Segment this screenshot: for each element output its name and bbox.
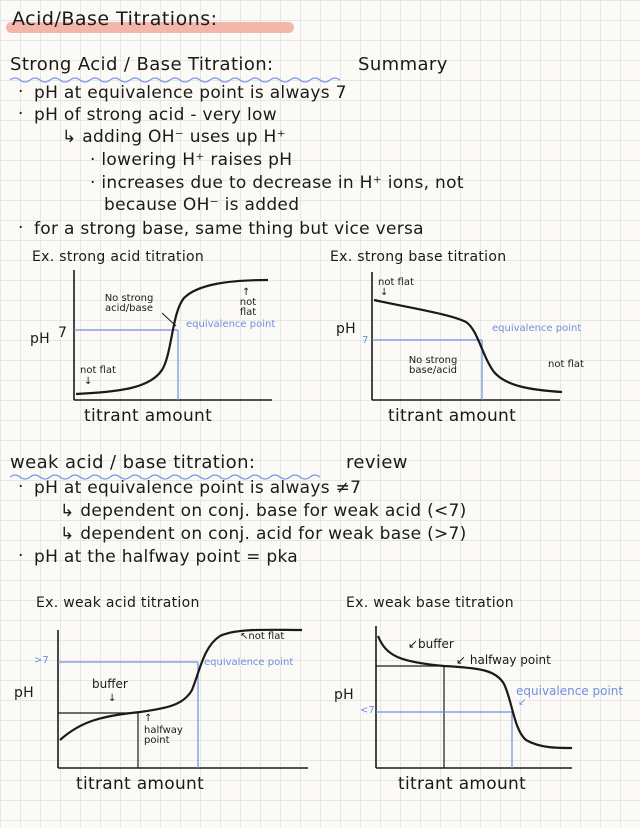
- ann-not-flat-top: not flat: [239, 297, 257, 318]
- ann-equivalence-point: equivalence point: [516, 684, 624, 698]
- graph-weak-base-ylabel: pH: [334, 687, 355, 703]
- arrow-down-glyph: ↓: [108, 693, 117, 704]
- graph-weak-acid-ytick: >7: [34, 655, 49, 666]
- ann-not-flat-bottom: not flat: [80, 365, 116, 376]
- weak-bullet-2: pH at the halfway point = pka: [34, 547, 299, 567]
- strong-section-heading-suffix: Summary: [358, 54, 448, 75]
- ann-not-flat: ↖not flat: [240, 631, 285, 642]
- strong-sub-2: · lowering H⁺ raises pH: [90, 150, 293, 170]
- graph-strong-base-caption: Ex. strong base titration: [330, 249, 507, 265]
- ann-no-strong-base: No strong base/acid: [408, 355, 458, 376]
- graph-weak-base-caption: Ex. weak base titration: [346, 595, 514, 611]
- ann-equivalence-point: equivalence point: [204, 657, 294, 668]
- weak-bullet-1: pH at equivalence point is always ≠7: [34, 478, 362, 498]
- bullet-dot: ·: [18, 104, 24, 124]
- weak-section-heading: weak acid / base titration:: [10, 452, 256, 473]
- strong-sub-3-cont: because OH⁻ is added: [104, 195, 300, 215]
- graph-weak-acid-xlabel: titrant amount: [76, 774, 205, 794]
- ann-equivalence-point: equivalence point: [186, 319, 276, 330]
- ann-halfway-point: ↙ halfway point: [456, 653, 551, 667]
- arrow-down-glyph: ↓: [380, 287, 389, 298]
- weak-sub-1: ↳ dependent on conj. base for weak acid (<7): [60, 501, 467, 521]
- graph-strong-acid-xlabel: titrant amount: [84, 406, 213, 426]
- page-title: Acid/Base Titrations:: [12, 8, 218, 30]
- arrow-up-glyph: ↑: [242, 287, 251, 298]
- ann-buffer: buffer: [92, 677, 128, 691]
- graph-weak-acid-ylabel: pH: [14, 685, 35, 701]
- ann-not-flat-right: not flat: [548, 359, 584, 370]
- arrow-eq-glyph: ↙: [518, 697, 527, 708]
- graph-strong-base-xlabel: titrant amount: [388, 406, 517, 426]
- strong-sub-3: · increases due to decrease in H⁺ ions, not: [90, 173, 464, 193]
- strong-sub-1: ↳ adding OH⁻ uses up H⁺: [62, 127, 286, 147]
- graph-strong-acid-caption: Ex. strong acid titration: [32, 249, 205, 265]
- strong-section-heading: Strong Acid / Base Titration:: [10, 54, 274, 75]
- ann-not-flat-top: not flat: [378, 277, 414, 288]
- graph-weak-base-ytick: <7: [360, 705, 375, 716]
- bullet-dot: ·: [18, 82, 24, 102]
- ann-buffer: ↙buffer: [408, 637, 454, 651]
- graph-weak-base-xlabel: titrant amount: [398, 774, 527, 794]
- weak-section-heading-suffix: review: [346, 452, 408, 473]
- arrow-up-glyph: ↑: [144, 713, 153, 724]
- bullet-dot: ·: [18, 477, 24, 497]
- strong-bullet-2: pH of strong acid - very low: [34, 105, 277, 125]
- graph-strong-base-ylabel: pH: [336, 321, 357, 337]
- ann-equivalence-point: equivalence point: [492, 323, 582, 334]
- ann-halfway-point: halfway point: [144, 725, 183, 746]
- strong-bullet-1: pH at equivalence point is always 7: [34, 83, 347, 103]
- graph-strong-acid-ylabel: pH: [30, 331, 51, 347]
- strong-bullet-3: for a strong base, same thing but vice versa: [34, 219, 424, 239]
- bullet-dot: ·: [18, 218, 24, 238]
- bullet-dot: ·: [18, 546, 24, 566]
- ann-no-strong-acid: No strong acid/base: [104, 293, 154, 314]
- weak-sub-2: ↳ dependent on conj. acid for weak base (>7): [60, 524, 467, 544]
- graph-weak-acid-caption: Ex. weak acid titration: [36, 595, 200, 611]
- arrow-down-glyph: ↓: [84, 376, 93, 387]
- graph-strong-base-ytick: 7: [362, 335, 369, 346]
- graph-strong-acid-ytick: 7: [58, 325, 68, 341]
